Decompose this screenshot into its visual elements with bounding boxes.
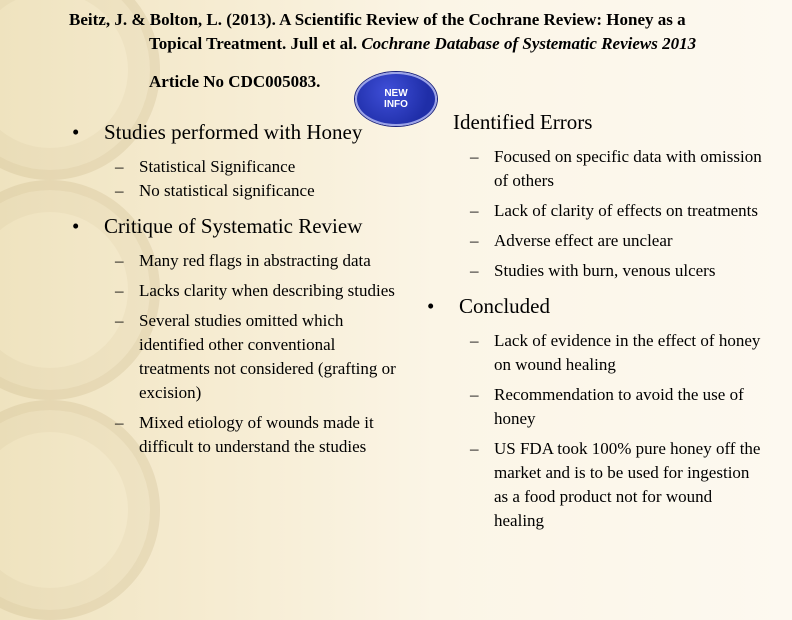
sub-item (425, 383, 765, 431)
bullet-studies (70, 119, 400, 145)
citation-line-2-text: Topical Treatment. Jull et al. (149, 34, 362, 53)
dash-icon: – (470, 385, 479, 404)
sub-item-text: Lacks clarity when describing studies (139, 281, 395, 300)
sub-item-text: Focused on specific data with omission of others (494, 147, 762, 190)
bullet-icon: • (72, 120, 80, 144)
bullet-icon: • (72, 214, 80, 238)
dash-icon: – (470, 439, 479, 458)
sub-item-text: Statistical Significance (139, 157, 296, 176)
bullet-text: Studies performed with Honey (104, 120, 363, 144)
sub-item-text: Lack of evidence in the effect of honey on wound healing (494, 331, 761, 374)
sub-item (70, 279, 400, 303)
sub-item-text: Recommendation to avoid the use of honey (494, 385, 744, 428)
dash-icon: – (115, 251, 124, 270)
dash-icon: – (470, 201, 479, 220)
sub-item (425, 199, 765, 223)
badge-line-1: NEW (384, 88, 408, 99)
journal-title: Cochrane Database of Systematic Reviews 2013 (361, 34, 697, 53)
sub-item (70, 155, 400, 179)
bullet-text: Critique of Systematic Review (104, 214, 363, 238)
dash-icon: – (115, 181, 124, 200)
dash-icon: – (115, 281, 124, 300)
sub-item-text: Studies with burn, venous ulcers (494, 261, 716, 280)
sub-item-text: Lack of clarity of effects on treatments (494, 201, 759, 220)
dash-icon: – (470, 331, 479, 350)
bullet-concluded (425, 293, 765, 319)
sub-item-text: No statistical significance (139, 181, 315, 200)
sub-item (70, 411, 400, 459)
sub-item-text: Adverse effect are unclear (494, 231, 673, 250)
sub-item (70, 179, 400, 203)
dash-icon: – (115, 413, 124, 432)
sub-item (425, 437, 765, 533)
badge-line-2: INFO (384, 99, 408, 110)
sub-item-text: Many red flags in abstracting data (139, 251, 371, 270)
dash-icon: – (470, 147, 479, 166)
right-column (425, 109, 765, 533)
sub-item (425, 229, 765, 253)
dash-icon: – (115, 157, 124, 176)
dash-icon: – (470, 231, 479, 250)
sub-item-text: US FDA took 100% pure honey off the market and is to be used for ingestion as a food product not for wound healing (494, 439, 761, 530)
bullet-text: Concluded (459, 294, 550, 318)
sub-item (70, 309, 400, 405)
bullet-critique (70, 213, 400, 239)
sub-item-text: Mixed etiology of wounds made it difficult to understand the studies (139, 413, 374, 456)
sub-item (425, 329, 765, 377)
sub-item-text: Several studies omitted which identified other conventional treatments not considered (grafting or excision) (139, 311, 396, 402)
citation-line-2 (69, 32, 792, 56)
article-number: Article No CDC005083. (149, 72, 321, 91)
sub-item (425, 145, 765, 193)
citation-line-1: Beitz, J. & Bolton, L. (2013). A Scientific Review of the Cochrane Review: Honey as a (69, 10, 686, 29)
sub-item (425, 259, 765, 283)
sub-item (70, 249, 400, 273)
bullet-icon: • (427, 294, 435, 318)
identified-errors-heading: Identified Errors (453, 110, 593, 134)
dash-icon: – (115, 311, 124, 330)
left-column (70, 119, 400, 459)
dash-icon: – (470, 261, 479, 280)
citation-heading (69, 8, 792, 94)
